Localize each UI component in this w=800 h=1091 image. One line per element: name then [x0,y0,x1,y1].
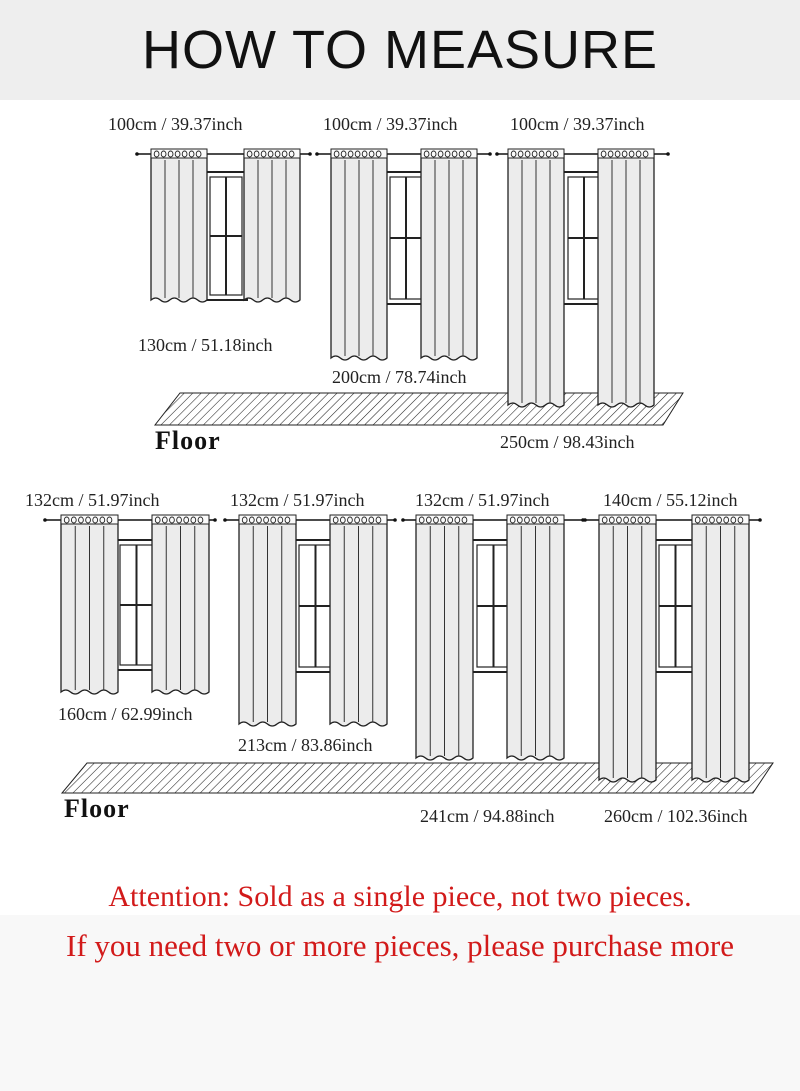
floor-hatch-2 [62,763,773,793]
length-label-r1-2: 200cm / 78.74inch [332,367,467,387]
curtain-panel-right-r2-1 [152,515,209,694]
length-label-r1-1: 130cm / 51.18inch [138,335,273,355]
length-label-r2-2: 213cm / 83.86inch [238,735,373,755]
curtain-panel-left-r2-3 [416,515,473,760]
floor-label-1: Floor [155,426,221,455]
width-label-r1-1: 100cm / 39.37inch [108,114,243,134]
curtain-panel-left-r1-2 [331,149,387,360]
length-label-r2-3: 241cm / 94.88inch [420,806,555,826]
width-label-r2-4: 140cm / 55.12inch [603,490,738,510]
curtain-set-r2-3 [401,515,585,760]
curtain-panel-left-r2-4 [599,515,656,782]
curtain-set-r1-1 [135,149,312,302]
length-label-r1-3: 250cm / 98.43inch [500,432,635,452]
curtain-panel-right-r2-4 [692,515,749,782]
curtain-set-r2-4 [583,515,762,782]
length-label-r2-4: 260cm / 102.36inch [604,806,748,826]
window-frame-r1-1 [205,172,247,300]
curtain-panel-left-r1-3 [508,149,564,407]
curtain-panel-left-r2-1 [61,515,118,694]
curtain-panel-right-r1-2 [421,149,477,360]
attention-line-1: Attention: Sold as a single piece, not two pieces. [108,880,692,913]
curtain-set-r2-2 [223,515,397,726]
width-label-r1-3: 100cm / 39.37inch [510,114,645,134]
width-label-r2-2: 132cm / 51.97inch [230,490,365,510]
width-label-r2-1: 132cm / 51.97inch [25,490,160,510]
curtain-panel-left-r2-2 [239,515,296,726]
header-banner [0,0,800,100]
curtain-set-r1-3 [495,149,670,407]
curtain-panel-right-r1-1 [244,149,300,302]
window-frame-r2-4 [654,540,697,672]
floor-label-2: Floor [64,794,130,823]
measure-diagram [0,100,800,860]
width-label-r1-2: 100cm / 39.37inch [323,114,458,134]
attention-line-2: If you need two or more pieces, please purchase more [66,928,734,963]
curtain-panel-right-r2-3 [507,515,564,760]
curtain-set-r1-2 [315,149,492,360]
curtain-panel-left-r1-1 [151,149,207,302]
curtain-panel-right-r2-2 [330,515,387,726]
length-label-r2-1: 160cm / 62.99inch [58,704,193,724]
page-title: HOW TO MEASURE [141,20,659,80]
curtain-panel-right-r1-3 [598,149,654,407]
curtain-set-r2-1 [43,515,217,694]
width-label-r2-3: 132cm / 51.97inch [415,490,550,510]
